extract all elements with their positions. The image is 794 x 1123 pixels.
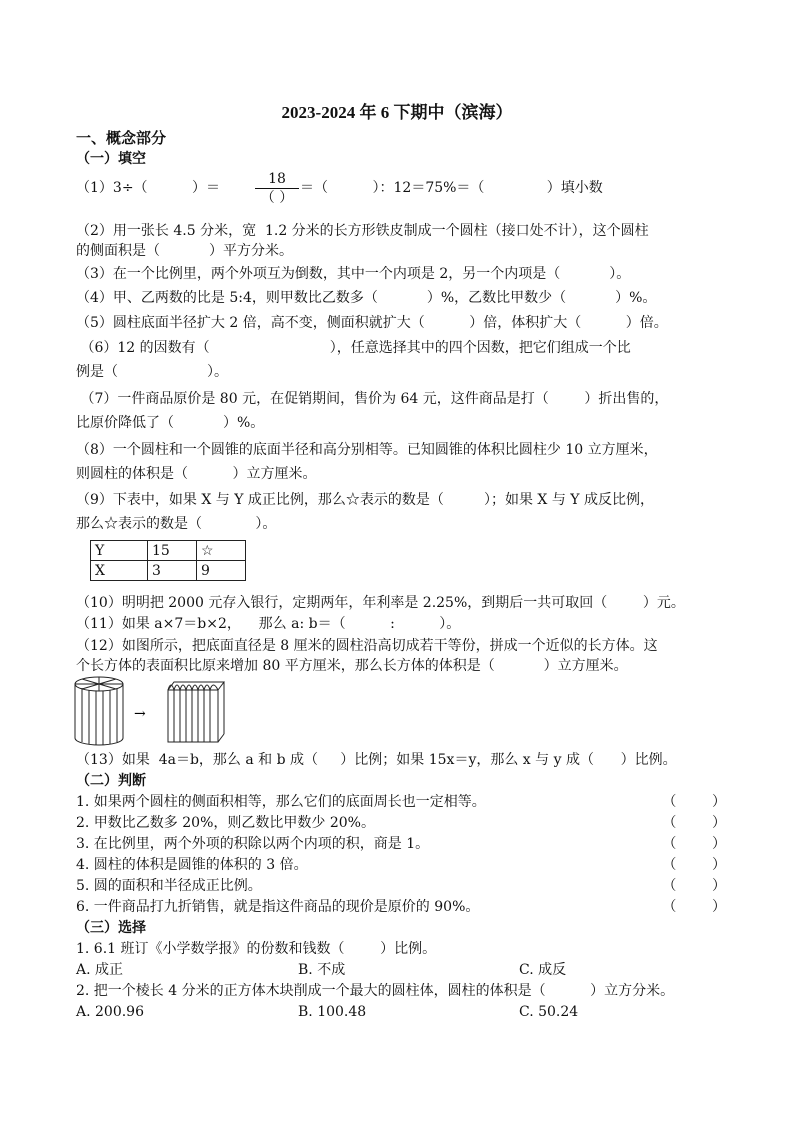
- q9-line1: （9）下表中，如果 X 与 Y 成正比例，那么☆表示的数是（ ）；如果 X 与 Y 成反比例，: [76, 492, 654, 508]
- fraction-bar: [255, 188, 299, 189]
- q12-line1: （12）如图所示，把底面直径是 8 厘米的圆柱沿高切成若干等份，拼成一个近似的长方体。这: [76, 638, 658, 654]
- q1-right: ＝（ ）：12＝75%＝（ ）填小数: [300, 180, 603, 196]
- judge-item: 5. 圆的面积和半径成正比例。: [76, 878, 262, 894]
- judge-item: 3. 在比例里，两个外项的积除以两个内项的积，商是 1。: [76, 836, 430, 852]
- part-heading-fill: （一）填空: [76, 151, 146, 167]
- q4: （4）甲、乙两数的比是 5:4，则甲数比乙数多（ ）%，乙数比甲数少（ ）%。: [76, 290, 657, 306]
- cylinder-figure: [75, 677, 123, 745]
- judge-item: 4. 圆柱的体积是圆锥的体积的 3 倍。: [76, 857, 308, 873]
- table-cell: Y: [91, 541, 148, 561]
- q8-line1: （8）一个圆柱和一个圆锥的底面半径和高分别相等。已知圆锥的体积比圆柱少 10 立方厘米，: [76, 442, 658, 458]
- choice-option-b: B. 不成: [298, 962, 346, 978]
- q13: （13）如果 4a＝b，那么 a 和 b 成（ ）比例；如果 15x＝y，那么 x 与 y 成（ ）比例。: [76, 752, 677, 768]
- table-cell: 15: [148, 541, 197, 561]
- page-title: 2023-2024 年 6 下期中（滨海）: [281, 103, 513, 122]
- judge-answer-paren: （ ）: [662, 899, 726, 915]
- cylinder-to-cuboid-figure: [72, 676, 232, 746]
- q1-left: （1）3÷（ ）＝: [76, 180, 221, 196]
- q11: （11）如果 a×7＝b×2， 那么 a: b＝（ : ）。: [76, 616, 461, 632]
- q3: （3）在一个比例里，两个外项互为倒数，其中一个内项是 2，另一个内项是（ ）。: [76, 266, 631, 282]
- choice-option-c: C. 成反: [519, 962, 567, 978]
- judge-answer-paren: （ ）: [662, 878, 726, 894]
- q8-line2: 则圆柱的体积是（ ）立方厘米。: [76, 466, 317, 482]
- q7-line2: 比原价降低了（ ）%。: [76, 415, 265, 431]
- judge-item: 6. 一件商品打九折销售，就是指这件商品的现价是原价的 90%。: [76, 899, 480, 915]
- judge-answer-paren: （ ）: [662, 857, 726, 873]
- judge-answer-paren: （ ）: [662, 815, 726, 831]
- fraction-denominator: （ ）: [260, 190, 294, 206]
- q6-line1: （6）12 的因数有（ ），任意选择其中的四个因数，把它们组成一个比: [76, 340, 631, 356]
- table-row: [91, 541, 246, 561]
- table-cell: X: [91, 561, 148, 581]
- q10: （10）明明把 2000 元存入银行，定期两年，年利率是 2.25%，到期后一共可取回（ ）元。: [76, 595, 685, 611]
- judge-item: 1. 如果两个圆柱的侧面积相等，那么它们的底面周长也一定相等。: [76, 794, 486, 810]
- q2-line2: 的侧面积是（ ）平方分米。: [76, 243, 293, 259]
- table-cell: 3: [148, 561, 197, 581]
- choice-option-a: A. 200.96: [76, 1004, 144, 1020]
- choice-option-c: C. 50.24: [519, 1004, 579, 1020]
- section-heading: 一、概念部分: [76, 129, 167, 147]
- choice-option-b: B. 100.48: [298, 1004, 367, 1020]
- q6-line2: 例是（ ）。: [76, 364, 229, 380]
- q5: （5）圆柱底面半径扩大 2 倍，高不变，侧面积就扩大（ ）倍，体积扩大（ ）倍。: [76, 315, 668, 331]
- q9-line2: 那么☆表示的数是（ ）。: [76, 516, 277, 532]
- fraction-numerator: 18: [268, 171, 286, 187]
- part-heading-judge: （二）判断: [76, 773, 146, 789]
- table-cell: ☆: [197, 541, 246, 561]
- judge-answer-paren: （ ）: [662, 836, 726, 852]
- q1-fraction: [255, 171, 299, 206]
- choice-option-a: A. 成正: [76, 962, 124, 978]
- choice-question-2: 2. 把一个棱长 4 分米的正方体木块削成一个最大的圆柱体，圆柱的体积是（ ）立方分米。: [76, 983, 675, 999]
- part-heading-choice: （三）选择: [76, 920, 146, 936]
- arrow-icon: →: [134, 706, 146, 722]
- q2-line1: （2）用一张长 4.5 分米，宽 1.2 分米的长方形铁皮制成一个圆柱（接口处不计），这个圆柱: [76, 223, 649, 239]
- table-cell: 9: [197, 561, 246, 581]
- choice-question-1: 1. 6.1 班订《小学数学报》的份数和钱数（ ）比例。: [76, 941, 437, 957]
- judge-answer-paren: （ ）: [662, 794, 726, 810]
- q7-line1: （7）一件商品原价是 80 元，在促销期间，售价为 64 元，这件商品是打（ ）折出售的，: [76, 391, 669, 407]
- judge-item: 2. 甲数比乙数多 20%，则乙数比甲数少 20%。: [76, 815, 375, 831]
- cuboid-figure: [168, 682, 224, 742]
- xy-table: [90, 540, 246, 581]
- table-row: [91, 561, 246, 581]
- q12-line2: 个长方体的表面积比原来增加 80 平方厘米，那么长方体的体积是（ ）立方厘米。: [76, 658, 628, 674]
